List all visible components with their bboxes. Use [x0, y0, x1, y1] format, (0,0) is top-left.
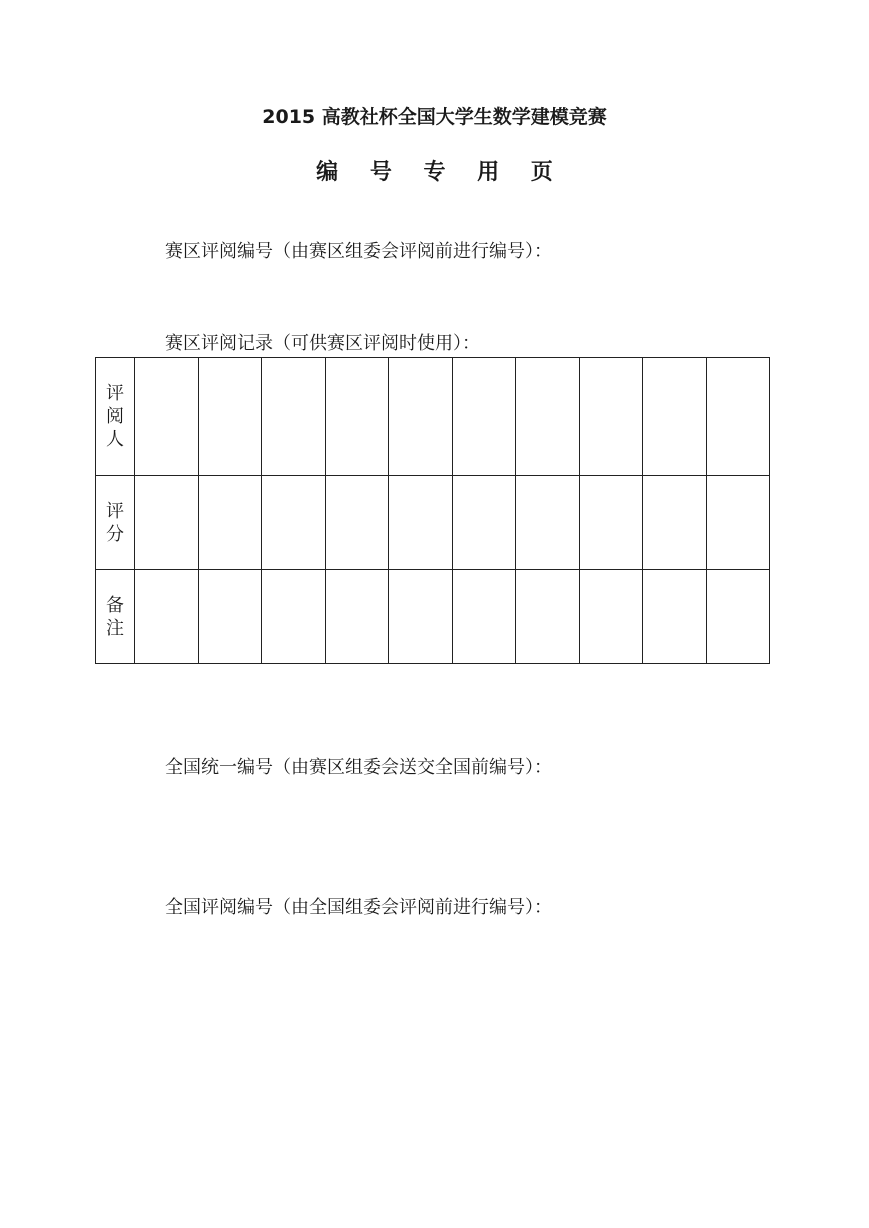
score-cell[interactable] — [452, 476, 516, 570]
remarks-cell[interactable] — [325, 570, 389, 664]
score-cell[interactable] — [135, 476, 199, 570]
reviewer-cell[interactable] — [135, 358, 199, 476]
reviewer-cell[interactable] — [198, 358, 262, 476]
reviewer-cell[interactable] — [706, 358, 770, 476]
reviewer-cell[interactable] — [579, 358, 643, 476]
score-cell[interactable] — [516, 476, 580, 570]
row-label-remarks: 备注 — [96, 570, 135, 664]
remarks-cell[interactable] — [643, 570, 707, 664]
reviewer-cell[interactable] — [389, 358, 453, 476]
score-cell[interactable] — [706, 476, 770, 570]
score-cell[interactable] — [389, 476, 453, 570]
reviewer-cell[interactable] — [452, 358, 516, 476]
remarks-cell[interactable] — [262, 570, 326, 664]
reviewer-cell[interactable] — [643, 358, 707, 476]
reviewer-cell[interactable] — [325, 358, 389, 476]
reviewer-cell[interactable] — [516, 358, 580, 476]
reviewer-cell[interactable] — [262, 358, 326, 476]
regional-review-number-label: 赛区评阅编号（由赛区组委会评阅前进行编号）： — [165, 241, 552, 262]
remarks-cell[interactable] — [452, 570, 516, 664]
score-cell[interactable] — [325, 476, 389, 570]
table-row-score — [96, 476, 770, 570]
remarks-cell[interactable] — [516, 570, 580, 664]
table-row-reviewer — [96, 358, 770, 476]
row-label-score: 评分 — [96, 476, 135, 570]
remarks-cell[interactable] — [135, 570, 199, 664]
score-cell[interactable] — [579, 476, 643, 570]
score-cell[interactable] — [198, 476, 262, 570]
regional-review-record-label: 赛区评阅记录（可供赛区评阅时使用）： — [165, 333, 480, 354]
national-unified-number-label: 全国统一编号（由赛区组委会送交全国前编号）： — [165, 757, 552, 778]
remarks-cell[interactable] — [389, 570, 453, 664]
remarks-cell[interactable] — [579, 570, 643, 664]
remarks-cell[interactable] — [198, 570, 262, 664]
table-row-remarks — [96, 570, 770, 664]
page-subtitle: 编 号 专 用 页 — [316, 160, 565, 185]
national-review-number-label: 全国评阅编号（由全国组委会评阅前进行编号）： — [165, 897, 552, 918]
remarks-cell[interactable] — [706, 570, 770, 664]
review-record-table — [95, 357, 770, 664]
row-label-reviewer: 评阅人 — [96, 358, 135, 476]
document-title: 2015 高教社杯全国大学生数学建模竞赛 — [262, 106, 607, 128]
score-cell[interactable] — [643, 476, 707, 570]
score-cell[interactable] — [262, 476, 326, 570]
